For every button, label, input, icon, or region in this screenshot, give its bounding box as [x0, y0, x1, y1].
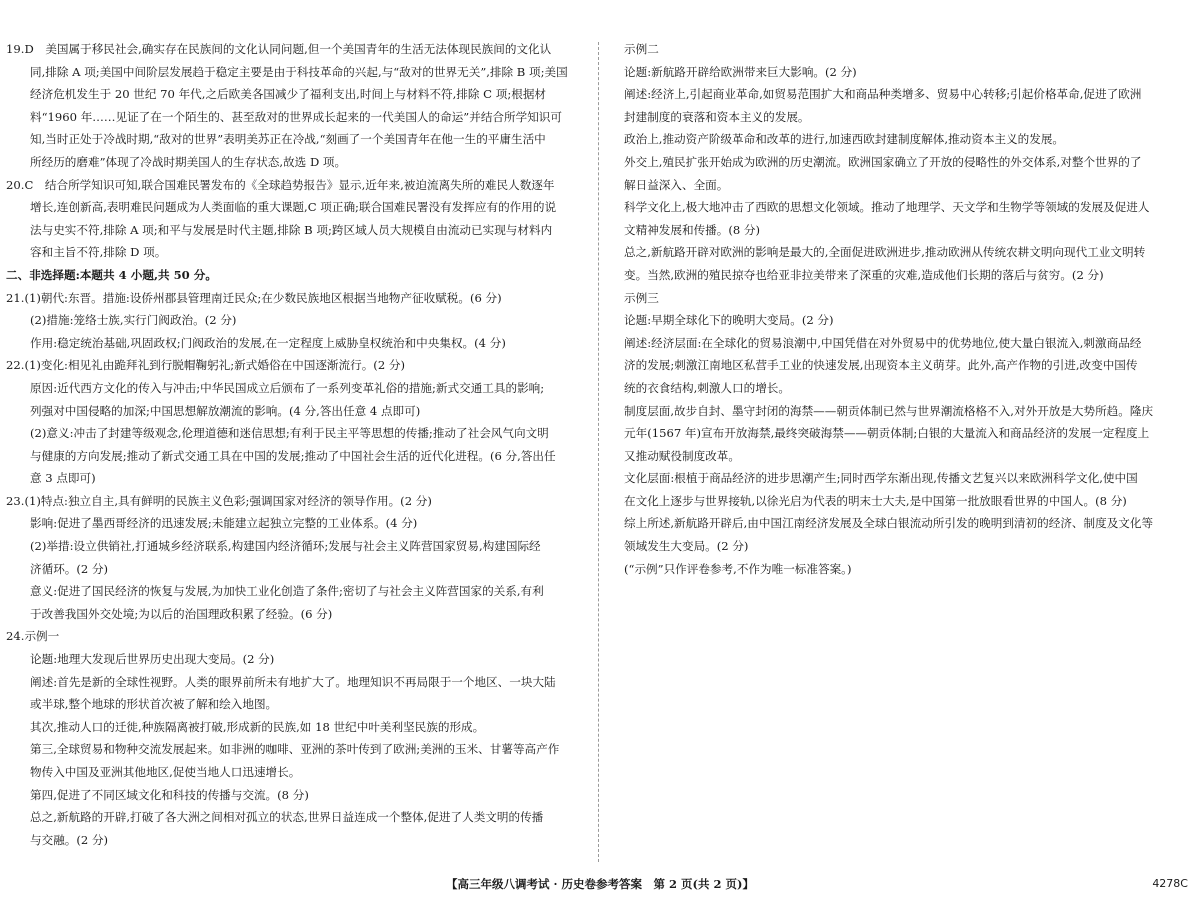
text-line: 于改善我国外交处境;为以后的治国理政积累了经验。(6 分) [30, 606, 333, 621]
answer-19 [6, 38, 582, 174]
text-line: 物传入中国及亚洲其他地区,促使当地人口迅速增长。 [30, 765, 301, 779]
text-line: (“示例”只作评卷参考,不作为唯一标准答案。) [624, 561, 852, 576]
text-line: 综上所述,新航路开辟后,由中国江南经济发展及全球白银流动所引发的晚明到清初的经济、制度及文化等 [624, 516, 1154, 531]
answer-24 [6, 625, 582, 851]
text-line: 示例二 [624, 42, 659, 56]
text-line: 制度层面,故步自封、墨守封闭的海禁——朝贡体制已然与世界潮流格格不入,对外开放是大势所趋。隆庆 [624, 403, 1154, 418]
text-line: 19.D 美国属于移民社会,确实存在民族间的文化认同问题,但一个美国青年的生活无法体现民族间的文化认 [6, 42, 552, 56]
text-line: 料“1960 年……见证了在一个陌生的、甚至敌对的世界成长起来的一代美国人的命运”并结合所学知识可 [30, 109, 562, 124]
document-code: 4278C [1152, 877, 1188, 890]
text-line: 论题:新航路开辟给欧洲带来巨大影响。(2 分) [624, 64, 857, 79]
text-line: 与交融。(2 分) [30, 832, 109, 847]
text-line: 阐述:经济上,引起商业革命,如贸易范围扩大和商品种类增多、贸易中心转移;引起价格革命,促进了欧洲 [624, 87, 1142, 102]
text-line: 科学文化上,极大地冲击了西欧的思想文化领域。推动了地理学、天文学和生物学等领域的发展及促进人 [624, 200, 1150, 215]
text-line: 统的衣食结构,刺激人口的增长。 [624, 380, 790, 395]
example-3 [624, 287, 1190, 581]
left-column [6, 38, 582, 851]
text-line: 又推动赋役制度改革。 [624, 448, 740, 463]
example-2 [624, 38, 1190, 287]
text-line: (2)措施:笼络士族,实行门阀政治。(2 分) [30, 313, 237, 328]
text-line: 其次,推动人口的迁徙,种族隔离被打破,形成新的民族,如 18 世纪中叶美利坚民族的形成。 [30, 719, 485, 734]
text-line: 解日益深入、全面。 [624, 177, 729, 192]
right-column [624, 38, 1190, 580]
text-line: 容和主旨不符,排除 D 项。 [30, 245, 167, 260]
text-line: 封建制度的衰落和资本主义的发展。 [624, 109, 810, 124]
text-line: (2)意义:冲击了封建等级观念,伦理道德和迷信思想;有利于民主平等思想的传播;推动了社会风气向文明 [30, 426, 549, 441]
text-line: 在文化上逐步与世界接轨,以徐光启为代表的明末士大夫,是中国第一批放眼看世界的中国人。(8 分) [624, 493, 1127, 508]
text-line: 23.(1)特点:独立自主,具有鲜明的民族主义色彩;强调国家对经济的领导作用。(2 分) [6, 493, 432, 508]
text-line: (2)举措:设立供销社,打通城乡经济联系,构建国内经济循环;发展与社会主义阵营国家贸易,构建国际经 [30, 539, 541, 554]
text-line: 经济危机发生于 20 世纪 70 年代,之后欧美各国减少了福利支出,时间上与材料不符,排除 C 项;根据材 [30, 87, 547, 102]
text-line: 意义:促进了国民经济的恢复与发展,为加快工业化创造了条件;密切了与社会主义阵营国家的关系,有利 [30, 584, 544, 599]
text-line: 领域发生大变局。(2 分) [624, 539, 749, 554]
text-line: 元年(1567 年)宣布开放海禁,最终突破海禁——朝贡体制;白银的大量流入和商品经济的发展一定程度上 [624, 426, 1150, 441]
text-line: 22.(1)变化:相见礼由跪拜礼到行脱帽鞠躬礼;新式婚俗在中国逐渐流行。(2 分) [6, 358, 406, 373]
answer-23 [6, 490, 582, 626]
page-footer: 【高三年级八调考试 · 历史卷参考答案 第 2 页(共 2 页)】 [446, 877, 754, 891]
section-title: 二、非选择题:本题共 4 小题,共 50 分。 [6, 267, 217, 282]
text-line: 第四,促进了不同区域文化和科技的传播与交流。(8 分) [30, 787, 309, 802]
text-line: 政治上,推动资产阶级革命和改革的进行,加速西欧封建制度解体,推动资本主义的发展。 [624, 132, 1065, 147]
answer-21 [6, 287, 582, 355]
text-line: 原因:近代西方文化的传入与冲击;中华民国成立后颁布了一系列变革礼俗的措施;新式交通工具的影响; [30, 380, 545, 395]
text-line: 21.(1)朝代:东晋。措施:设侨州郡县管理南迁民众;在少数民族地区根据当地物产征收赋税。(6 分) [6, 290, 502, 305]
text-line: 20.C 结合所学知识可知,联合国难民署发布的《全球趋势报告》显示,近年来,被迫流离失所的难民人数逐年 [6, 177, 555, 192]
text-line: 总之,新航路开辟对欧洲的影响是最大的,全面促进欧洲进步,推动欧洲从传统农耕文明向现代工业文明转 [624, 245, 1146, 260]
text-line: 示例三 [624, 290, 659, 305]
text-line: 文化层面:根植于商品经济的进步思潮产生;同时西学东渐出现,传播文艺复兴以来欧洲科学文化,使中国 [624, 471, 1138, 486]
text-line: 第三,全球贸易和物种交流发展起来。如非洲的咖啡、亚洲的茶叶传到了欧洲;美洲的玉米、甘薯等高产作 [30, 742, 560, 757]
text-line: 影响:促进了墨西哥经济的迅速发展;未能建立起独立完整的工业体系。(4 分) [30, 516, 418, 531]
text-line: 文精神发展和传播。(8 分) [624, 222, 761, 237]
column-divider [598, 42, 599, 862]
text-line: 阐述:首先是新的全球性视野。人类的眼界前所未有地扩大了。地理知识不再局限于一个地区、一块大陆 [30, 674, 556, 689]
text-line: 意 3 点即可) [30, 471, 96, 486]
text-line: 知,当时正处于冷战时期,“敌对的世界”表明美苏正在冷战,“刻画了一个美国青年在他一生的平庸生活中 [30, 132, 546, 147]
text-line: 外交上,殖民扩张开始成为欧洲的历史潮流。欧洲国家确立了开放的侵略性的外交体系,对整个世界的了 [624, 154, 1142, 169]
text-line: 与健康的方向发展;推动了新式交通工具在中国的发展;推动了中国社会生活的近代化进程。(6 分,答出任 [30, 448, 556, 463]
text-line: 济的发展;刺激江南地区私营手工业的快速发展,出现资本主义萌芽。此外,高产作物的引进,改变中国传 [624, 358, 1138, 373]
text-line: 作用:稳定统治基础,巩固政权;门阀政治的发展,在一定程度上威胁皇权统治和中央集权。(4 分) [30, 335, 506, 350]
text-line: 同,排除 A 项;美国中间阶层发展趋于稳定主要是由于科技革命的兴起,与“敌对的世界无关”,排除 B 项;美国 [30, 64, 568, 79]
text-line: 列强对中国侵略的加深;中国思想解放潮流的影响。(4 分,答出任意 4 点即可) [30, 403, 421, 418]
text-line: 24.示例一 [6, 629, 60, 644]
text-line: 论题:地理大发现后世界历史出现大变局。(2 分) [30, 652, 275, 667]
text-line: 阐述:经济层面:在全球化的贸易浪潮中,中国凭借在对外贸易中的优势地位,使大量白银流入,刺激商品经 [624, 335, 1142, 350]
text-line: 济循环。(2 分) [30, 561, 109, 576]
text-line: 论题:早期全球化下的晚明大变局。(2 分) [624, 313, 834, 328]
text-line: 变。当然,欧洲的殖民掠夺也给亚非拉美带来了深重的灾难,造成他们长期的落后与贫穷。(2 分) [624, 267, 1104, 282]
section-heading [6, 264, 582, 287]
text-line: 增长,连创新高,表明难民问题成为人类面临的重大课题,C 项正确;联合国难民署没有发挥应有的作用的说 [30, 200, 557, 215]
text-line: 总之,新航路的开辟,打破了各大洲之间相对孤立的状态,世界日益连成一个整体,促进了人类文明的传播 [30, 810, 544, 825]
text-line: 所经历的磨难”体现了冷战时期美国人的生存状态,故选 D 项。 [30, 154, 347, 169]
answer-22 [6, 354, 582, 490]
answer-20 [6, 174, 582, 264]
text-line: 法与史实不符,排除 A 项;和平与发展是时代主题,排除 B 项;跨区域人员大规模自由流动已实现与材料内 [30, 222, 553, 237]
text-line: 或半球,整个地球的形状首次被了解和绘入地图。 [30, 697, 278, 712]
